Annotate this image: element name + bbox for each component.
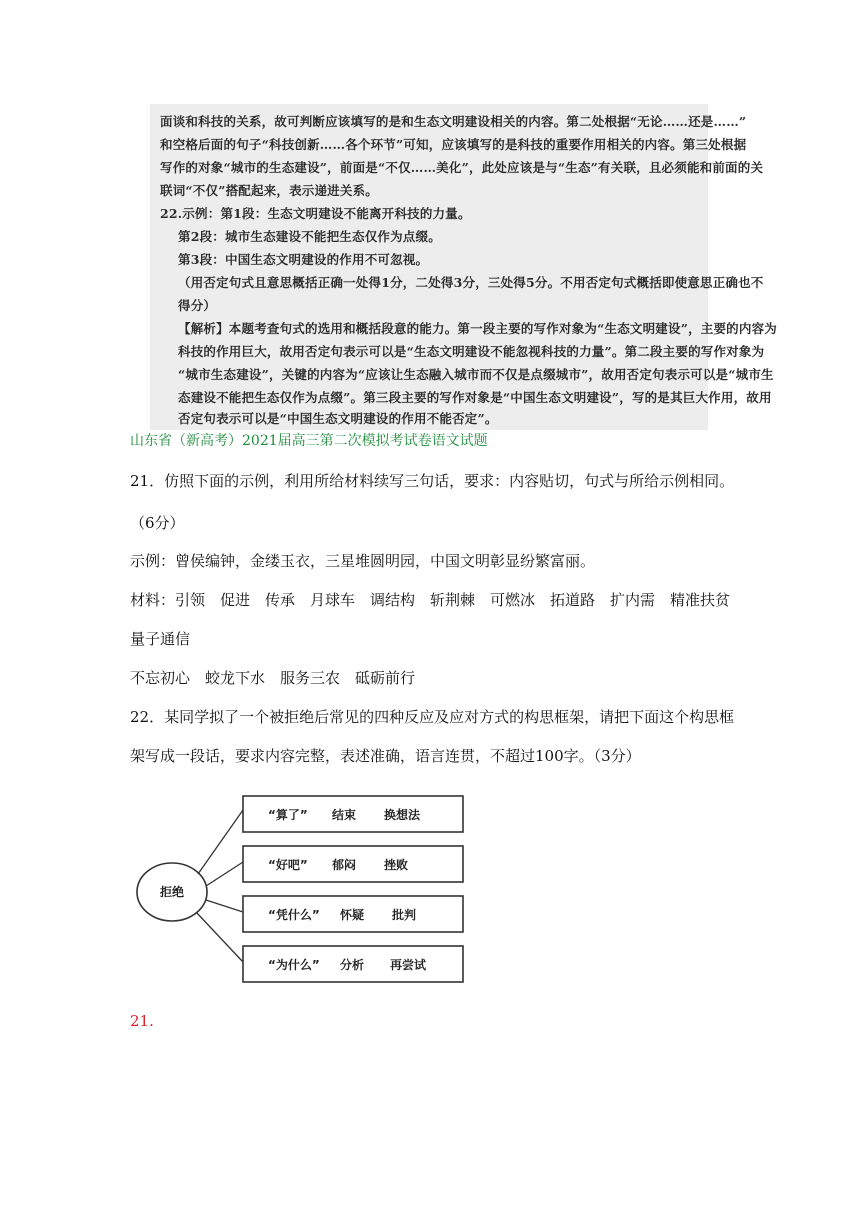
reaction-text: “算了” <box>268 808 308 822</box>
response-text: 批判 <box>392 908 417 922</box>
center-node-label: 拒绝 <box>159 885 185 899</box>
scan-line: 态建设不能把生态仅作为点缀”。第三段主要的写作对象是“中国生态文明建设”，写的是其巨大作用，故用 <box>178 390 772 405</box>
q21-points: （6分） <box>130 514 185 532</box>
scan-line: 否定句表示可以是“中国生态文明建设的作用不能否定”。 <box>178 411 498 426</box>
scan-line: 22.示例：第1段：生态文明建设不能离开科技的力量。 <box>160 206 471 221</box>
connector-line <box>206 862 243 886</box>
scan-line: 得分） <box>178 298 217 313</box>
feeling-text: 怀疑 <box>340 908 365 922</box>
scan-line: 第2段：城市生态建设不能把生态仅作为点缀。 <box>178 229 441 244</box>
scan-line: 和空格后面的句子“科技创新……各个环节”可知，应该填写的是科技的重要作用相关的内容。第三处根据 <box>160 137 747 152</box>
connector-line <box>206 900 243 912</box>
scan-line: 面谈和科技的关系，故可判断应该填写的是和生态文明建设相关的内容。第二处根据“无论……还是……” <box>160 114 747 129</box>
q21-materials-cont: 量子通信 <box>130 630 191 648</box>
scanned-answer-image <box>150 104 777 430</box>
response-text: 挫败 <box>384 858 409 872</box>
diagram-row <box>243 946 463 982</box>
answer-label: 21. <box>130 1012 154 1030</box>
concept-diagram <box>130 788 470 986</box>
scan-line: 【解析】本题考查句式的选用和概括段意的能力。第一段主要的写作对象为“生态文明建设”，主要的内容为 <box>178 321 777 336</box>
q21-example: 示例：曾侯编钟，金缕玉衣，三星堆圆明园，中国文明彰显纷繁富丽。 <box>130 552 596 570</box>
reaction-text: “为什么” <box>268 958 320 972</box>
response-text: 换想法 <box>384 808 421 822</box>
q22-prompt: 22．某同学拟了一个被拒绝后常见的四种反应及应对方式的构思框架，请把下面这个构思框 <box>130 708 735 726</box>
connector-line <box>198 810 243 874</box>
response-text: 再尝试 <box>390 958 427 972</box>
q21-prompt: 21．仿照下面的示例，利用所给材料续写三句话，要求：内容贴切，句式与所给示例相同。 <box>130 472 735 490</box>
connector-line <box>196 912 243 962</box>
source-title: 山东省（新高考）2021届高三第二次模拟考试卷语文试题 <box>130 433 488 449</box>
feeling-text: 分析 <box>340 958 365 972</box>
scan-line: （用否定句式且意思概括正确一处得1分，二处得3分，三处得5分。不用否定句式概括即使意思正确也不 <box>178 275 764 290</box>
diagram-row <box>243 796 463 832</box>
scan-line: 科技的作用巨大，故用否定句表示可以是“生态文明建设不能忽视科技的力量”。第二段主要的写作对象为 <box>178 344 765 359</box>
q21-materials: 材料：引领 促进 传承 月球车 调结构 斩荆棘 可燃冰 拓道路 扩内需 精准扶贫 <box>130 591 731 609</box>
reaction-text: “凭什么” <box>268 908 320 922</box>
scan-line: “城市生态建设”，关键的内容为“应该让生态融入城市而不仅是点缀城市”，故用否定句表示可以是“城市生 <box>178 367 774 382</box>
reaction-text: “好吧” <box>268 858 308 872</box>
scan-line: 第3段：中国生态文明建设的作用不可忽视。 <box>178 252 429 267</box>
scan-line: 写作的对象“城市的生态建设”，前面是“不仅……美化”，此处应该是与“生态”有关联，且必须能和前面的关 <box>160 160 764 175</box>
scan-line: 联词“不仅”搭配起来，表示递进关系。 <box>160 183 378 198</box>
q21-materials-cont: 不忘初心 蛟龙下水 服务三农 砥砺前行 <box>130 669 416 687</box>
feeling-text: 郁闷 <box>332 858 357 872</box>
diagram-row <box>243 896 463 932</box>
diagram-row <box>243 846 463 882</box>
feeling-text: 结束 <box>332 808 357 822</box>
q22-prompt-cont: 架写成一段话，要求内容完整，表述准确，语言连贯，不超过100字。（3分） <box>130 747 641 765</box>
